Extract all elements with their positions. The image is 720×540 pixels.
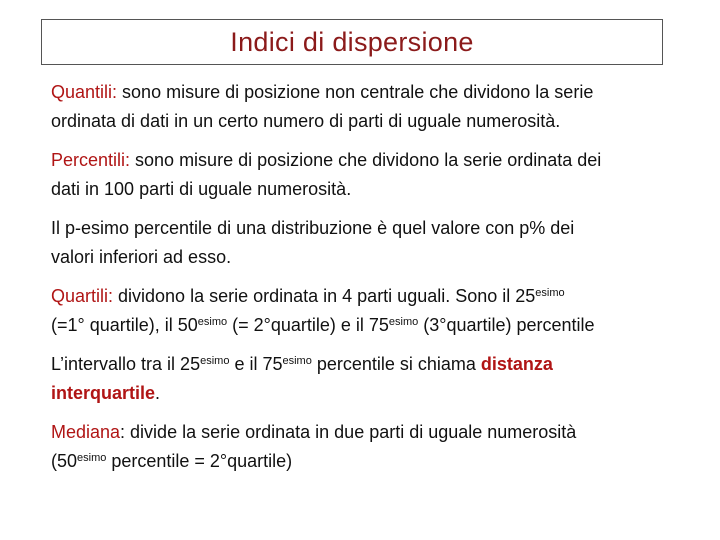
paragraph-mediana (51, 418, 681, 476)
paragraph-p-esimo (51, 214, 681, 272)
mediana-text3: percentile = 2°quartile) (106, 451, 293, 471)
mediana-text2: (50 (51, 451, 78, 471)
intervallo-end: . (155, 383, 161, 403)
term-mediana: Mediana (51, 422, 121, 442)
term-interquartile: interquartile (51, 383, 156, 403)
percentili-line2: dati in 100 parti di uguale numerosità. (51, 179, 352, 199)
paragraph-percentili (51, 146, 681, 204)
quartili-text4: (3°quartile) percentile (418, 315, 595, 335)
term-distanza: distanza (480, 354, 553, 374)
slide-title: Indici di dispersione (230, 26, 474, 57)
title-box (41, 19, 663, 65)
paragraph-quartili (51, 282, 681, 340)
mediana-sup1: esimo (77, 452, 107, 464)
quantili-line2: ordinata di dati in un certo numero di parti di uguale numerosità. (51, 111, 561, 131)
mediana-text1: : divide la serie ordinata in due parti di uguale numerosità (120, 422, 577, 442)
quartili-text1: dividono la serie ordinata in 4 parti uguali. Sono il 25 (113, 286, 536, 306)
quantili-line1: sono misure di posizione non centrale che dividono la serie (117, 82, 594, 102)
pesimo-line2: valori inferiori ad esso. (51, 247, 232, 267)
intervallo-text2: e il 75 (229, 354, 283, 374)
quartili-sup3: esimo (388, 316, 419, 328)
term-quartili: Quartili: (51, 286, 114, 306)
term-percentili: Percentili: (51, 150, 131, 170)
term-quantili: Quantili: (51, 82, 118, 102)
intervallo-sup2: esimo (282, 355, 312, 367)
quartili-text2: (=1° quartile), il 50 (51, 315, 198, 335)
quartili-sup1: esimo (535, 287, 565, 299)
paragraph-quantili (51, 78, 681, 136)
intervallo-text1: L’intervallo tra il 25 (51, 354, 201, 374)
intervallo-sup1: esimo (200, 355, 230, 367)
quartili-text3: (= 2°quartile) e il 75 (227, 315, 389, 335)
slide-body (51, 78, 681, 486)
pesimo-line1: Il p-esimo percentile di una distribuzione è quel valore con p% dei (51, 218, 575, 238)
percentili-line1: sono misure di posizione che dividono la serie ordinata dei (130, 150, 602, 170)
paragraph-intervallo (51, 350, 681, 408)
intervallo-text3: percentile si chiama (311, 354, 481, 374)
quartili-sup2: esimo (197, 316, 228, 328)
